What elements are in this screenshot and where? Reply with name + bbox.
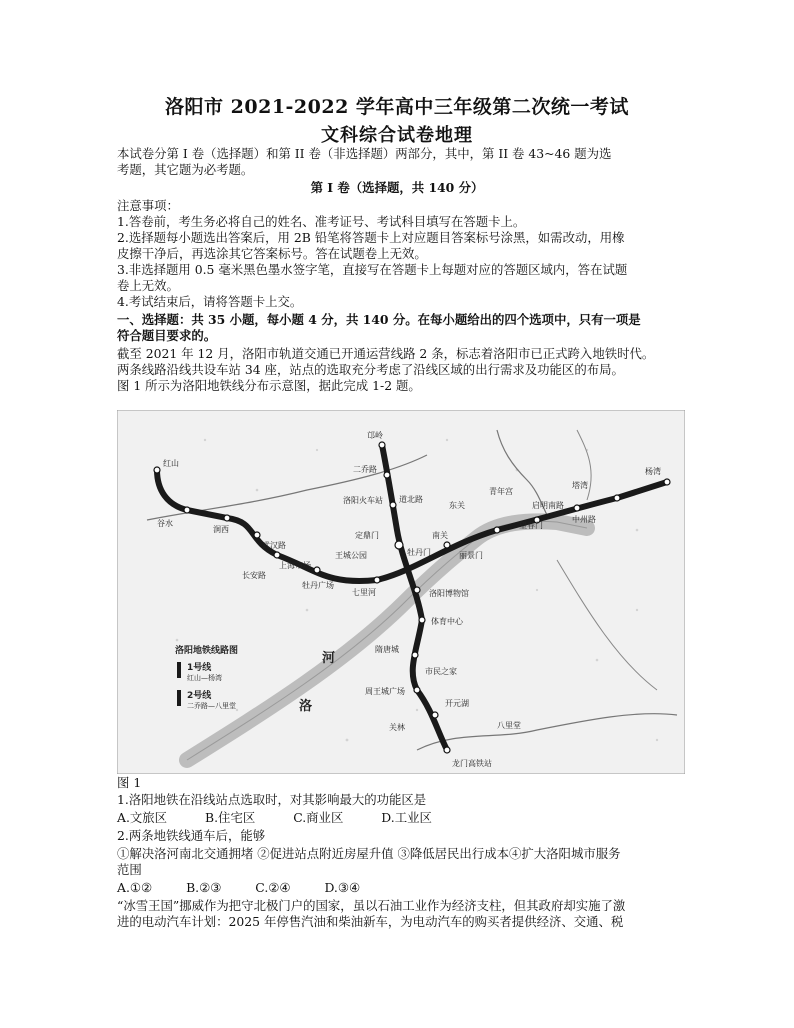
legend-line2-swatch bbox=[177, 690, 181, 706]
exam-subtitle: 文科综合试卷地理 bbox=[321, 125, 473, 146]
station-label: 市民之家 bbox=[425, 667, 457, 676]
legend-title: 洛阳地铁线路图 bbox=[175, 646, 239, 656]
station-label: 隋唐城 bbox=[375, 645, 399, 654]
passage1-line-1: 截至 2021 年 12 月，洛阳市轨道交通已开通运营线路 2 条，标志着洛阳市已正式跨入地铁时代。 bbox=[117, 346, 655, 361]
passage1-line-2: 两条线路沿线共设车站 34 座，站点的选取充分考虑了沿线区域的出行需求及功能区的布局。 bbox=[117, 362, 624, 377]
q1-options bbox=[117, 810, 466, 826]
map-background bbox=[117, 410, 685, 774]
part1-heading-2: 符合题目要求的。 bbox=[117, 328, 217, 343]
intro-line-1: 本试卷分第 I 卷（选择题）和第 II 卷（非选择题）两部分，其中，第 II 卷 43~46 题为选 bbox=[117, 146, 612, 161]
q1-option-d[interactable]: D.工业区 bbox=[381, 810, 432, 825]
station-label: 洛阳博物馆 bbox=[429, 589, 469, 598]
note-line-5: 卷上无效。 bbox=[117, 278, 179, 293]
station-label: 道北路 bbox=[399, 495, 423, 504]
station-label: 红山 bbox=[163, 459, 179, 468]
station-label: 八里堂 bbox=[497, 721, 521, 730]
q2-option-a[interactable]: A.①② bbox=[117, 880, 153, 895]
passage2-line-2: 进的电动汽车计划：2025 年停售汽油和柴油新车，为电动汽车的购买者提供经济、交通、税 bbox=[117, 914, 624, 929]
station-label: 中州路 bbox=[572, 515, 596, 524]
station-label: 长安路 bbox=[242, 571, 266, 580]
station-label: 体育中心 bbox=[431, 617, 463, 626]
station-label: 洛阳火车站 bbox=[343, 496, 383, 505]
station-label: 定鼎门 bbox=[355, 531, 379, 540]
q2-statements-1: ①解决洛河南北交通拥堵 ②促进站点附近房屋升值 ③降低居民出行成本④扩大洛阳城市服务 bbox=[117, 846, 621, 861]
note-line-6: 4.考试结束后，请将答题卡上交。 bbox=[117, 294, 303, 309]
river-label-1: 河 bbox=[322, 651, 336, 666]
notes-title: 注意事项： bbox=[117, 198, 179, 213]
station-label: 涧西 bbox=[213, 525, 229, 534]
station-label: 周王城广场 bbox=[365, 687, 405, 696]
q1-option-a[interactable]: A.文旅区 bbox=[117, 810, 168, 825]
metro-map-figure bbox=[117, 410, 685, 774]
q1-stem: 1.洛阳地铁在沿线站点选取时，对其影响最大的功能区是 bbox=[117, 792, 427, 807]
station-label: 开元湖 bbox=[445, 699, 469, 708]
part1-heading-1: 一、选择题：共 35 小题，每小题 4 分，共 140 分。在每小题给出的四个选项中，只有一项是 bbox=[117, 312, 641, 327]
river-label-2: 洛 bbox=[299, 699, 313, 714]
passage1-line-3: 图 1 所示为洛阳地铁线分布示意图，据此完成 1-2 题。 bbox=[117, 378, 421, 393]
station-label: 东关 bbox=[449, 501, 465, 510]
station-label: 谷水 bbox=[157, 519, 173, 528]
note-line-3: 皮擦干净后，再选涂其它答案标号。答在试题卷上无效。 bbox=[117, 246, 427, 261]
station-label: 上海市场 bbox=[279, 561, 311, 570]
station-label: 武汉路 bbox=[262, 541, 286, 550]
station-label: 青年宫 bbox=[489, 487, 513, 496]
station-label: 龙门高铁站 bbox=[452, 759, 492, 768]
q2-statements-2: 范围 bbox=[117, 862, 142, 877]
station-label: 启明南路 bbox=[532, 501, 564, 510]
station-label: 塔湾 bbox=[572, 481, 588, 490]
legend-line1-name: 1号线 bbox=[187, 663, 212, 673]
legend-line2-range: 二乔路—八里堂 bbox=[187, 702, 236, 710]
note-line-4: 3.非选择题用 0.5 毫米黑色墨水签字笔，直接写在答题卡上每题对应的答题区域内，答在试题 bbox=[117, 262, 628, 277]
station-label: 七里河 bbox=[352, 588, 376, 597]
legend-line2-name: 2号线 bbox=[187, 691, 212, 701]
station-label: 王城公园 bbox=[335, 551, 367, 560]
station-label: 关林 bbox=[389, 723, 405, 732]
note-line-2: 2.选择题每小题选出答案后，用 2B 铅笔将答题卡上对应题目答案标号涂黑，如需改动，用橡 bbox=[117, 230, 625, 245]
q2-option-c[interactable]: C.②④ bbox=[255, 880, 291, 895]
exam-title: 洛阳市 2021-2022 学年高中三年级第二次统一考试 bbox=[165, 96, 629, 118]
q1-option-c[interactable]: C.商业区 bbox=[293, 810, 344, 825]
station-label: 牡丹广场 bbox=[302, 581, 334, 590]
legend-line1-range: 红山—杨湾 bbox=[187, 674, 222, 682]
q2-option-d[interactable]: D.③④ bbox=[324, 880, 361, 895]
note-line-1: 1.答卷前，考生务必将自己的姓名、准考证号、考试科目填写在答题卡上。 bbox=[117, 214, 526, 229]
passage2-line-1: “冰雪王国”挪威作为把守北极门户的国家，虽以石油工业作为经济支柱，但其政府却实施了激 bbox=[117, 898, 626, 913]
station-label: 杨湾 bbox=[645, 467, 661, 476]
station-label: 丽景门 bbox=[459, 551, 483, 560]
station-label: 南关 bbox=[432, 531, 448, 540]
station-label: 二乔路 bbox=[353, 465, 377, 474]
legend-line1-swatch bbox=[177, 662, 181, 678]
q2-options bbox=[117, 880, 390, 896]
station-label: 邙岭 bbox=[367, 431, 383, 440]
q2-stem: 2.两条地铁线通车后，能够 bbox=[117, 828, 266, 843]
q2-option-b[interactable]: B.②③ bbox=[186, 880, 222, 895]
figure-caption: 图 1 bbox=[117, 775, 142, 790]
section-title: 第 I 卷（选择题，共 140 分） bbox=[310, 180, 484, 195]
q1-option-b[interactable]: B.住宅区 bbox=[205, 810, 256, 825]
station-label: 牡丹门 bbox=[407, 548, 431, 557]
station-label: 望春门 bbox=[519, 521, 543, 530]
intro-line-2: 考题，其它题为必考题。 bbox=[117, 162, 254, 177]
